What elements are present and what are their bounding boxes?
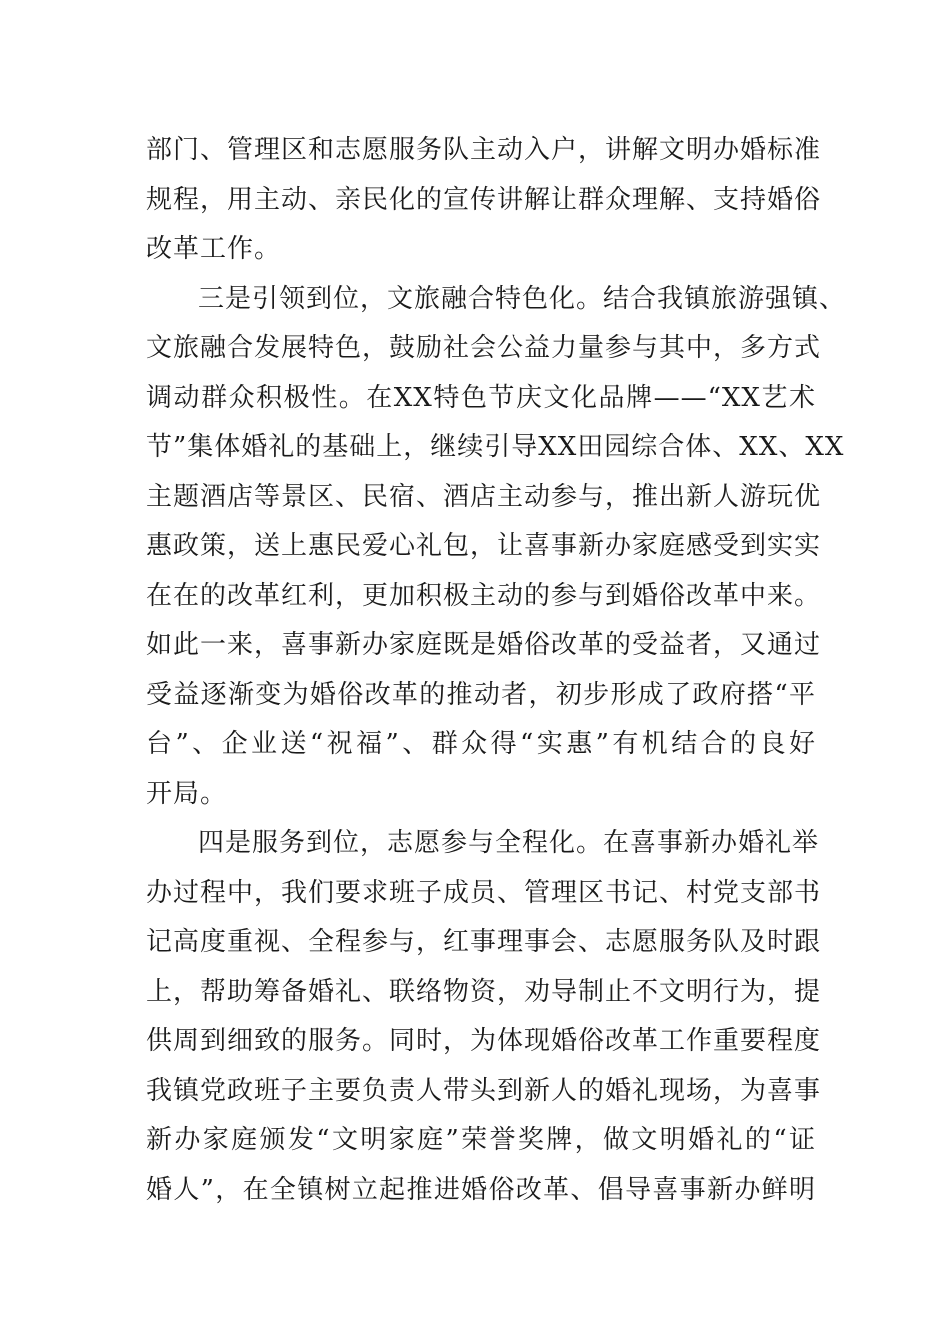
text-line: 文旅融合发展特色，鼓励社会公益力量参与其中，多方式 [146, 333, 822, 363]
text-line: 开局。 [146, 778, 228, 809]
text-line: 我镇党政班子主要负责人带头到新人的婚礼现场，为喜事 [146, 1075, 822, 1106]
paragraph-start-line: 三是引领到位，文旅融合特色化。结合我镇旅游强镇、 [198, 283, 847, 314]
text-line: 记高度重视、全程参与，红事理事会、志愿服务队及时跟 [146, 927, 822, 957]
text-line: 惠政策，送上惠民爱心礼包，让喜事新办家庭感受到实实 [146, 531, 822, 561]
text-line: 改革工作。 [146, 234, 282, 264]
body-text [146, 126, 847, 1215]
text-line: 主题酒店等景区、民宿、酒店主动参与，推出新人游玩优 [146, 481, 822, 512]
text-line: 如此一来，喜事新办家庭既是婚俗改革的受益者，又通过 [146, 630, 822, 660]
text-line: 婚人”，在全镇树立起推进婚俗改革、倡导喜事新办鲜明 [146, 1174, 816, 1205]
paragraph-start-line: 四是服务到位，志愿参与全程化。在喜事新办婚礼举 [198, 828, 820, 858]
text-line: 供周到细致的服务。同时，为体现婚俗改革工作重要程度 [146, 1026, 822, 1056]
text-line: 规程，用主动、亲民化的宣传讲解让群众理解、支持婚俗 [146, 184, 822, 215]
text-line: 调动群众积极性。在XX特色节庆文化品牌——“XX艺术 [146, 382, 816, 413]
text-line: 台”、企业送“祝福”、群众得“实惠”有机结合的良好 [146, 729, 816, 759]
text-line: 节”集体婚礼的基础上，继续引导XX田园综合体、XX、XX [146, 432, 845, 462]
text-line: 办过程中，我们要求班子成员、管理区书记、村党支部书 [146, 877, 822, 908]
text-line: 部门、管理区和志愿服务队主动入户，讲解文明办婚标准 [146, 135, 822, 165]
text-line: 在在的改革红利，更加积极主动的参与到婚俗改革中来。 [146, 580, 822, 611]
text-line: 受益逐渐变为婚俗改革的推动者，初步形成了政府搭“平 [146, 679, 816, 710]
text-line: 上，帮助筹备婚礼、联络物资，劝导制止不文明行为，提 [146, 976, 822, 1007]
text-line: 新办家庭颁发“文明家庭”荣誉奖牌，做文明婚礼的“证 [146, 1125, 816, 1155]
